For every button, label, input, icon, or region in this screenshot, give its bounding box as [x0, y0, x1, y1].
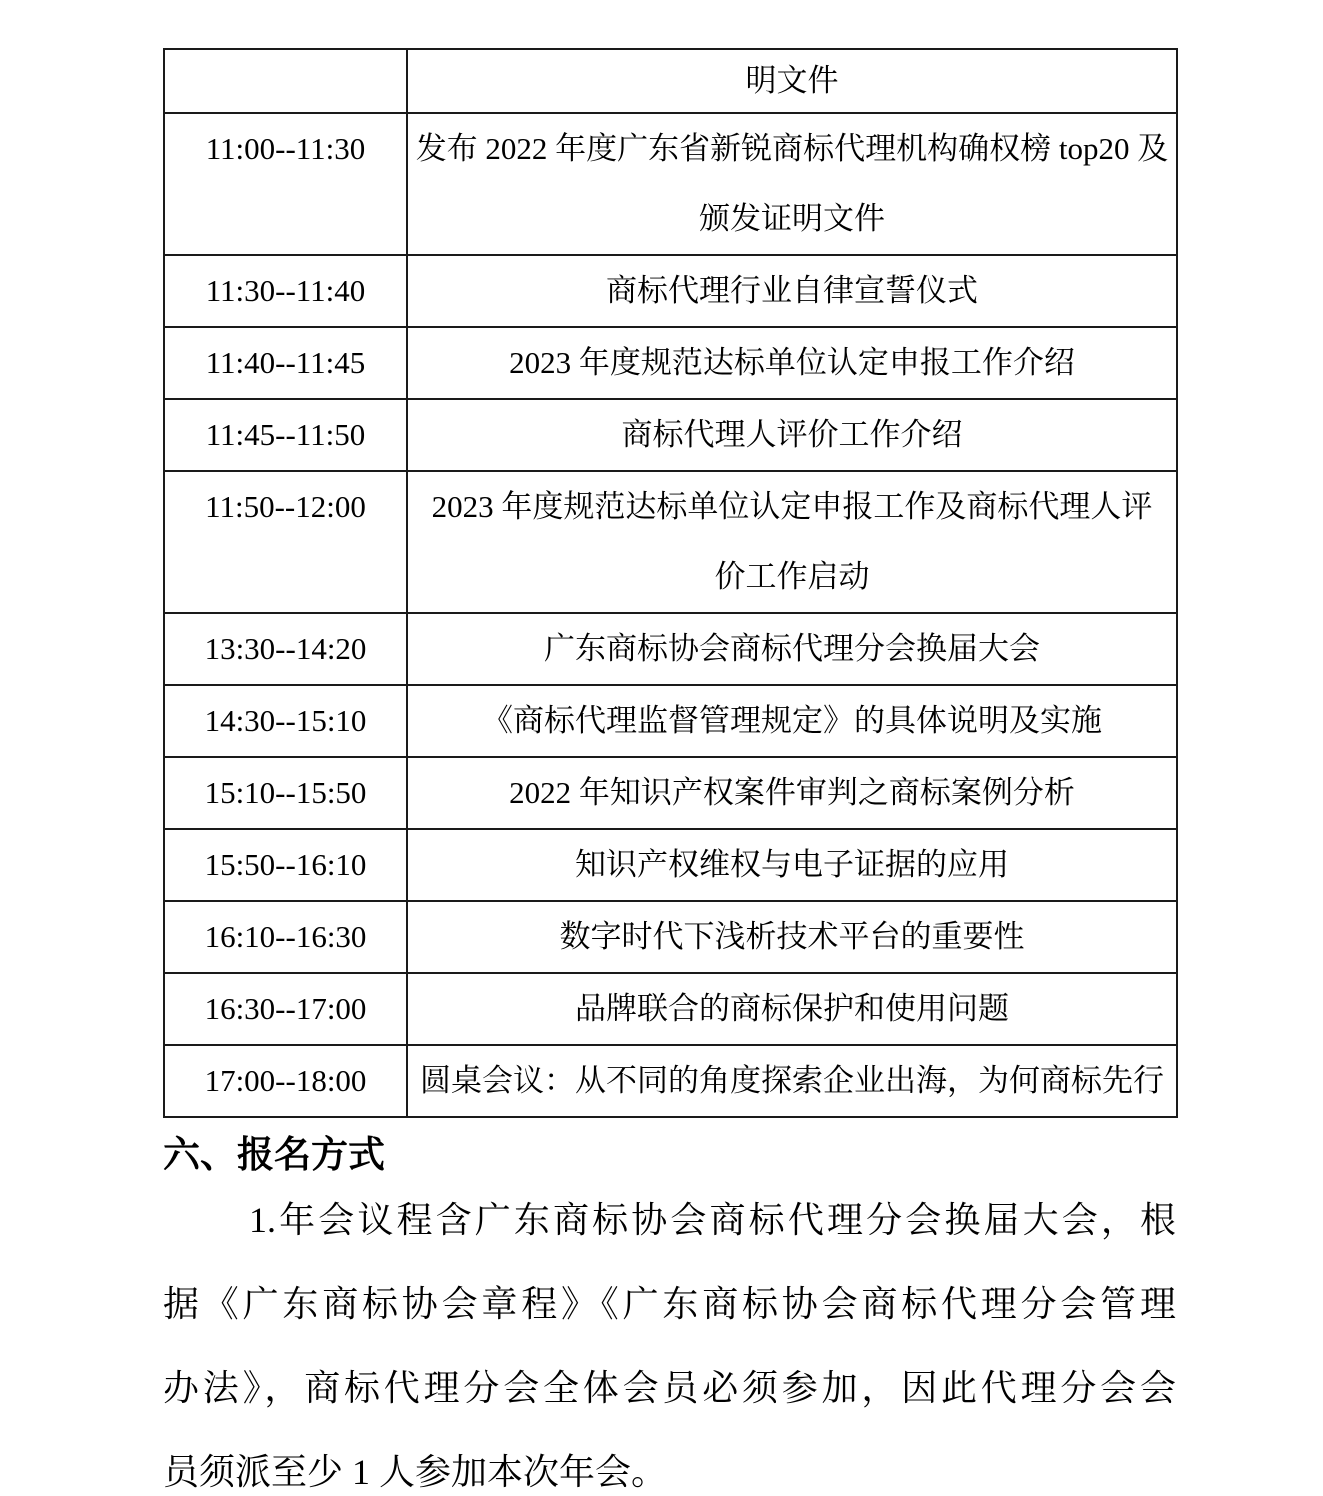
event-cell — [407, 1045, 1177, 1117]
time-cell: 11:30--11:40 — [164, 255, 407, 327]
time-cell: 11:50--12:00 — [164, 471, 407, 613]
section-heading: 六、报名方式 — [163, 1134, 385, 1175]
event-cell — [407, 113, 1177, 255]
time-cell: 16:30--17:00 — [164, 973, 407, 1045]
time-cell: 11:00--11:30 — [164, 113, 407, 255]
event-cell — [407, 973, 1177, 1045]
event-line: 品牌联合的商标保护和使用问题 — [575, 991, 1009, 1026]
event-cell — [407, 829, 1177, 901]
time-cell: 13:30--14:20 — [164, 613, 407, 685]
event-line: 数字时代下浅析技术平台的重要性 — [559, 919, 1025, 954]
event-line: 商标代理行业自律宣誓仪式 — [606, 273, 978, 308]
time-cell: 15:50--16:10 — [164, 829, 407, 901]
table-row — [164, 829, 1177, 901]
time-cell: 11:40--11:45 — [164, 327, 407, 399]
event-cell — [407, 757, 1177, 829]
table-row — [164, 1045, 1177, 1117]
event-line: 《商标代理监督管理规定》的具体说明及实施 — [482, 703, 1102, 738]
event-cell — [407, 49, 1177, 113]
paragraph-line: 据《广东商标协会章程》《广东商标协会商标代理分会管理 — [163, 1284, 1176, 1324]
event-line: 2023 年度规范达标单位认定申报工作介绍 — [509, 345, 1075, 380]
event-line: 2023 年度规范达标单位认定申报工作及商标代理人评 — [431, 489, 1153, 524]
paragraph-line: 办法》，商标代理分会全体会员必须参加，因此代理分会会 — [163, 1368, 1176, 1408]
event-cell — [407, 327, 1177, 399]
event-line: 价工作启动 — [714, 559, 870, 594]
agenda-table — [163, 48, 1178, 1118]
event-line: 圆桌会议：从不同的角度探索企业出海，为何商标先行 — [420, 1063, 1164, 1098]
time-cell: 15:10--15:50 — [164, 757, 407, 829]
table-row — [164, 757, 1177, 829]
registration-paragraph — [163, 1178, 1176, 1496]
time-cell: 16:10--16:30 — [164, 901, 407, 973]
table-row — [164, 901, 1177, 973]
event-cell — [407, 613, 1177, 685]
event-cell — [407, 901, 1177, 973]
event-cell — [407, 685, 1177, 757]
event-line: 2022 年知识产权案件审判之商标案例分析 — [509, 775, 1075, 810]
event-line: 广东商标协会商标代理分会换届大会 — [544, 631, 1040, 666]
table-row — [164, 113, 1177, 255]
paragraph-line: 1.年会议程含广东商标协会商标代理分会换届大会，根 — [249, 1200, 1176, 1240]
table-row — [164, 613, 1177, 685]
table-row — [164, 973, 1177, 1045]
event-line: 商标代理人评价工作介绍 — [621, 417, 963, 452]
event-cell — [407, 399, 1177, 471]
table-row — [164, 471, 1177, 613]
table-row — [164, 49, 1177, 113]
event-line: 知识产权维权与电子证据的应用 — [575, 847, 1009, 882]
event-line: 发布 2022 年度广东省新锐商标代理机构确权榜 top20 及 — [415, 131, 1169, 166]
event-cell — [407, 471, 1177, 613]
time-cell: 14:30--15:10 — [164, 685, 407, 757]
document-content — [163, 48, 1176, 1496]
time-cell: 11:45--11:50 — [164, 399, 407, 471]
table-row — [164, 685, 1177, 757]
table-row — [164, 399, 1177, 471]
table-row — [164, 255, 1177, 327]
table-row — [164, 327, 1177, 399]
event-cell — [407, 255, 1177, 327]
time-cell — [164, 49, 407, 113]
event-line: 明文件 — [745, 63, 839, 98]
agenda-table-body — [164, 49, 1177, 1117]
time-cell: 17:00--18:00 — [164, 1045, 407, 1117]
event-line: 颁发证明文件 — [699, 201, 885, 236]
paragraph-line: 员须派至少 1 人参加本次年会。 — [163, 1452, 668, 1492]
